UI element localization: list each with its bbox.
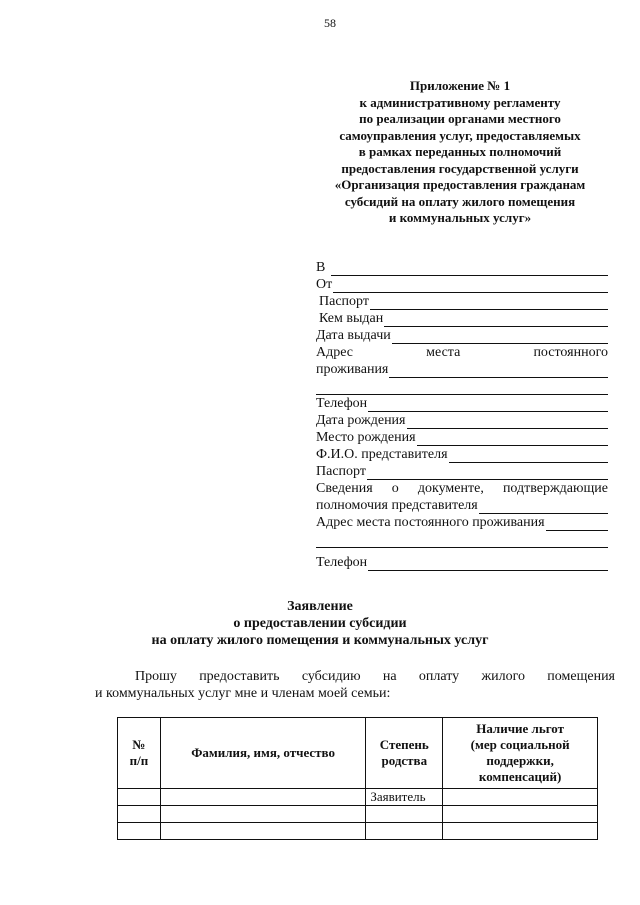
field-residence <box>316 361 608 378</box>
field-issued-by <box>316 310 608 327</box>
title-line: на оплату жилого помещения и коммунальных услуг <box>151 633 489 648</box>
field-label: о <box>391 481 399 496</box>
request-line-2: и коммунальных услуг мне и членам моей семьи: <box>95 686 391 701</box>
field-residence-line[interactable] <box>389 364 608 378</box>
field-label: места <box>426 345 461 360</box>
header-benefits: Наличие льгот (мер социальной поддержки, компенсаций) <box>443 718 598 789</box>
field-label: Адрес <box>316 345 354 360</box>
appendix-line: «Организация предоставления гражданам <box>334 177 586 192</box>
field-residence-extra <box>316 378 608 395</box>
field-label: Телефон <box>316 555 368 570</box>
field-issue-date-line[interactable] <box>392 330 608 344</box>
field-label: Место рождения <box>316 430 416 445</box>
field-rep-name-line[interactable] <box>449 449 608 463</box>
table-cell[interactable] <box>160 823 365 840</box>
title-line: Заявление <box>287 599 353 614</box>
table-cell[interactable] <box>366 806 443 823</box>
title-line: о предоставлении субсидии <box>233 616 407 631</box>
request-word: помещения <box>547 669 615 684</box>
table-row <box>118 806 598 823</box>
family-members-table <box>117 717 598 840</box>
field-rep-phone <box>316 554 608 571</box>
field-label: В <box>316 260 326 275</box>
statement-title <box>140 598 500 649</box>
request-word: жилого <box>481 669 525 684</box>
field-rep-passport-line[interactable] <box>367 466 608 480</box>
table-cell[interactable] <box>118 789 161 806</box>
field-label: Паспорт <box>316 464 366 479</box>
field-rep-address <box>316 514 608 531</box>
appendix-line: предоставления государственной услуги <box>341 160 579 176</box>
table-header-row <box>118 718 598 789</box>
request-word: на <box>382 669 397 684</box>
field-birth-date <box>316 412 608 429</box>
appendix-header <box>300 78 620 227</box>
field-to-line[interactable] <box>331 262 608 276</box>
field-label: подтверждающие <box>502 481 608 496</box>
field-label: Адрес места постоянного проживания <box>316 515 545 530</box>
table-cell[interactable] <box>443 789 598 806</box>
field-label: проживания <box>316 362 389 377</box>
request-word: субсидию <box>301 669 361 684</box>
header-full-name: Фамилия, имя, отчество <box>160 718 365 789</box>
appendix-line: и коммунальных услуг» <box>388 210 532 225</box>
table-cell[interactable] <box>118 806 161 823</box>
field-rep-address-line[interactable] <box>546 517 608 531</box>
field-from-line[interactable] <box>333 279 608 293</box>
field-to <box>316 259 608 276</box>
table-cell[interactable] <box>443 806 598 823</box>
request-word: предоставить <box>199 669 280 684</box>
field-birth-place <box>316 429 608 446</box>
request-word: Прошу <box>135 669 177 684</box>
field-label: Паспорт <box>319 294 369 309</box>
table-row <box>118 789 598 806</box>
field-rep-authority-line[interactable] <box>479 500 608 514</box>
field-rep-address-extra-line[interactable] <box>316 534 608 548</box>
field-passport-line[interactable] <box>370 296 608 310</box>
field-from <box>316 276 608 293</box>
request-word: оплату <box>418 669 460 684</box>
field-passport <box>316 293 608 310</box>
field-phone <box>316 395 608 412</box>
header-number: № п/п <box>118 718 161 789</box>
field-issued-by-line[interactable] <box>384 313 608 327</box>
table-row <box>118 823 598 840</box>
field-birth-place-line[interactable] <box>417 432 608 446</box>
field-rep-authority <box>316 497 608 514</box>
appendix-line: субсидий на оплату жилого помещения <box>344 193 576 209</box>
field-label: Кем выдан <box>319 311 384 326</box>
field-label: Телефон <box>316 396 368 411</box>
field-rep-phone-line[interactable] <box>368 557 608 571</box>
field-rep-address-extra <box>316 531 608 548</box>
field-label: Ф.И.О. представителя <box>316 447 448 462</box>
field-birth-date-line[interactable] <box>407 415 609 429</box>
table-cell[interactable] <box>118 823 161 840</box>
header-relationship: Степень родства <box>366 718 443 789</box>
table-cell[interactable] <box>443 823 598 840</box>
field-label: постоянного <box>533 345 608 360</box>
appendix-line: по реализации органами местного <box>359 111 561 126</box>
field-label: Дата выдачи <box>316 328 391 343</box>
appendix-line: Приложение № 1 <box>409 78 511 93</box>
request-line-1 <box>95 668 615 685</box>
field-label: Дата рождения <box>316 413 406 428</box>
field-label: Сведения <box>316 481 373 496</box>
field-label: документе, <box>417 481 484 496</box>
field-doc-words <box>316 480 608 497</box>
table-cell[interactable] <box>366 823 443 840</box>
page-number: 58 <box>324 16 336 30</box>
appendix-line: в рамках переданных полномочий <box>358 144 562 159</box>
request-paragraph <box>95 668 615 702</box>
field-rep-passport <box>316 463 608 480</box>
table-cell[interactable] <box>160 789 365 806</box>
field-address-words <box>316 344 608 361</box>
field-label: полномочия представителя <box>316 498 478 513</box>
applicant-fields <box>316 259 608 571</box>
field-issue-date <box>316 327 608 344</box>
field-label: От <box>316 277 333 292</box>
field-phone-line[interactable] <box>368 398 608 412</box>
table-cell[interactable]: Заявитель <box>366 789 443 806</box>
field-rep-name <box>316 446 608 463</box>
appendix-line: самоуправления услуг, предоставляемых <box>339 127 581 143</box>
field-residence-extra-line[interactable] <box>316 381 608 395</box>
table-cell[interactable] <box>160 806 365 823</box>
appendix-line: к административному регламенту <box>359 94 561 110</box>
